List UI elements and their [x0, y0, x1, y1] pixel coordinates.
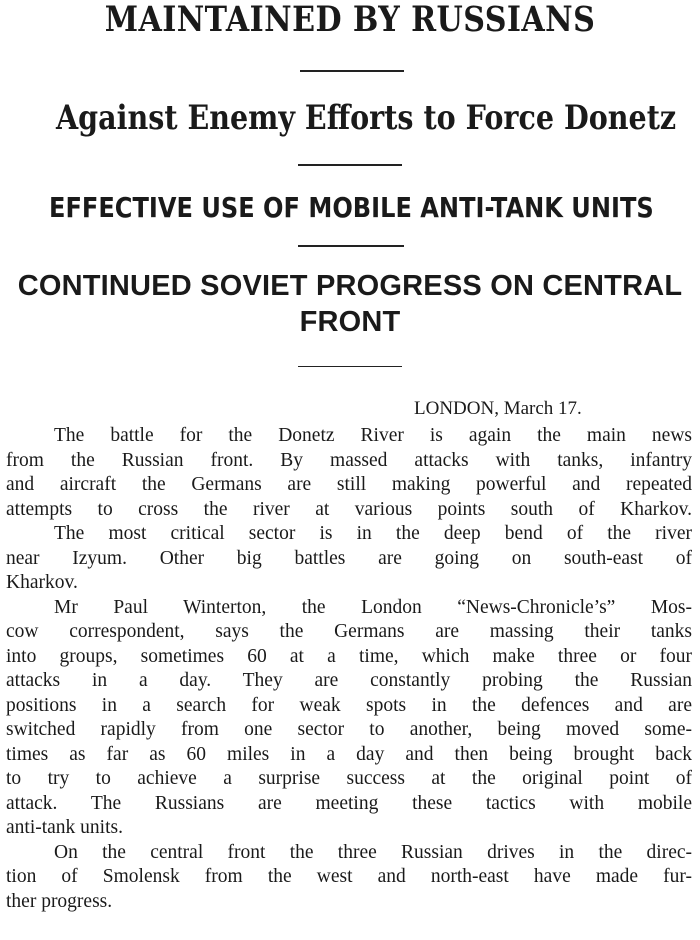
article-line: switched rapidly from one sector to another, being moved some-: [6, 719, 692, 740]
headline-second: Against Enemy Efforts to Force Donetz: [56, 98, 677, 138]
article-line: into groups, sometimes 60 at a time, which make three or four: [6, 645, 692, 667]
article-line: anti-tank units.: [6, 817, 123, 838]
headline-divider: [298, 245, 404, 247]
article-line: Mr Paul Winterton, the London “News-Chronicle’s” Mos-: [54, 596, 692, 618]
article-line: times as far as 60 miles in a day and then being brought back: [6, 743, 692, 765]
article-line: The most critical sector is in the deep bend of the river: [54, 523, 692, 544]
headline-third: EFFECTIVE USE OF MOBILE ANTI-TANK UNITS: [49, 191, 654, 224]
headline-divider: [298, 366, 402, 367]
headline-main: MAINTAINED BY RUSSIANS: [104, 0, 596, 40]
article-line: ther progress.: [6, 890, 113, 912]
article-line: attacks in a day. They are constantly probing the Russian: [6, 670, 692, 691]
article-line: positions in a search for weak spots in the defences and are: [6, 694, 692, 716]
article-line: Kharkov.: [6, 572, 78, 593]
dateline: LONDON, March 17.: [414, 398, 582, 419]
article-line: and aircraft the Germans are still making powerful and repeated: [6, 474, 692, 495]
headline-fourth: CONTINUED SOVIET PROGRESS ON CENTRAL FRONT: [17, 270, 683, 338]
article-line: from the Russian front. By massed attacks with tanks, infantry: [6, 449, 692, 471]
article-line: attempts to cross the river at various points south of Kharkov.: [6, 498, 692, 520]
headline-divider: [300, 70, 404, 72]
article-line: tion of Smolensk from the west and north-east have made fur-: [6, 866, 692, 887]
article-line: On the central front the three Russian drives in the direc-: [54, 841, 692, 863]
article-line: cow correspondent, says the Germans are massing their tanks: [6, 621, 692, 642]
article-line: near Izyum. Other big battles are going on south-east of: [6, 547, 692, 569]
headline-divider: [298, 164, 402, 166]
article-line: attack. The Russians are meeting these tactics with mobile: [6, 792, 692, 814]
article-line: The battle for the Donetz River is again the main news: [54, 425, 692, 446]
article-line: to try to achieve a surprise success at the original point of: [6, 768, 692, 789]
article-body: [6, 424, 692, 914]
